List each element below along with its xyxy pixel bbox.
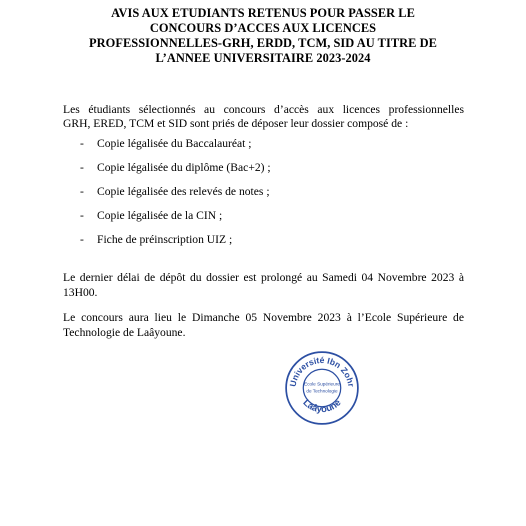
list-item-label: Copie légalisée du diplôme (Bac+2) ; [97,161,271,174]
list-item-label: Copie légalisée du Baccalauréat ; [97,137,252,150]
list-item-label: Fiche de préinscription UIZ ; [97,233,233,246]
title-line: L’ANNEE UNIVERSITAIRE 2023-2024 [155,51,371,65]
stamp-ring-text-path: Université Ibn Zohr [287,355,357,388]
university-stamp [283,349,361,427]
notice-title [40,6,486,66]
deadline-line: Le dernier délai de dépôt du dossier est prolongé au Samedi 04 Novembre 2023 à [63,271,464,284]
list-dash: - [80,209,84,222]
deadline-line: 13H00. [63,286,98,299]
intro-line: GRH, ERED, TCM et SID sont priés de déposer leur dossier composé de : [63,117,409,130]
list-item-label: Copie légalisée des relevés de notes ; [97,185,270,198]
title-line: CONCOURS D’ACCES AUX LICENCES [149,21,377,35]
list-item-label: Copie légalisée de la CIN ; [97,209,223,222]
stamp-inner-line2: de Technologie [306,388,338,394]
list-dash: - [80,185,84,198]
title-line: AVIS AUX ETUDIANTS RETENUS POUR PASSER LE [111,6,415,20]
intro-line: Les étudiants sélectionnés au concours d’accès aux licences professionnelles [63,103,464,116]
stamp-bottom-text [301,397,342,414]
list-dash: - [80,233,84,246]
contest-paragraph [63,310,464,340]
intro-paragraph [63,103,464,131]
contest-line: Technologie de Laâyoune. [63,326,186,339]
list-dash: - [80,161,84,174]
stamp-bottom-text-path: Laâyoune [301,397,343,415]
stamp-inner-line1: Ecole Supérieure [304,381,340,387]
list-dash: - [80,137,84,150]
title-line: PROFESSIONNELLES-GRH, ERDD, TCM, SID AU TITRE DE [89,36,437,50]
contest-line: Le concours aura lieu le Dimanche 05 Novembre 2023 à l’Ecole Supérieure de [63,311,464,324]
deadline-paragraph [63,270,464,300]
